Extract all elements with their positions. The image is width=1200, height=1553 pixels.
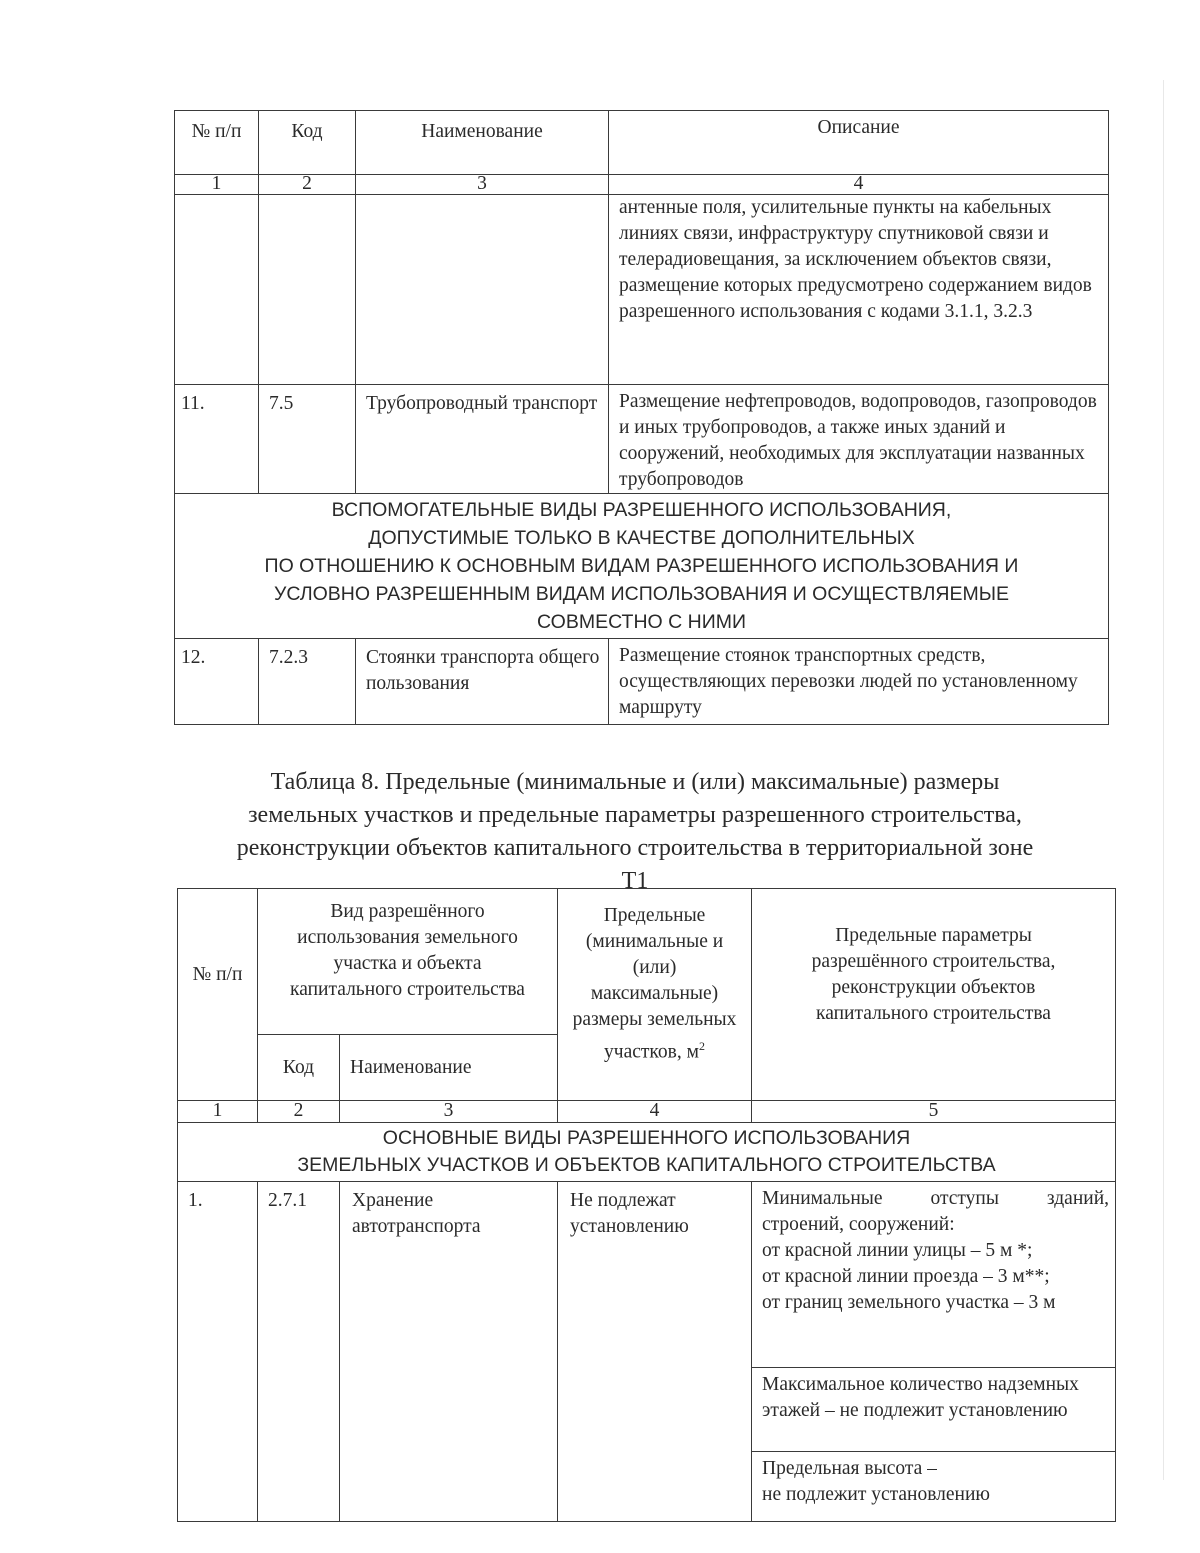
cell-empty bbox=[259, 195, 356, 385]
row-name: Стоянки транспорта общего пользования bbox=[356, 639, 609, 725]
header-code: Код bbox=[258, 1035, 340, 1101]
section-line: СОВМЕСТНО С НИМИ bbox=[537, 611, 746, 633]
table-row-continued bbox=[175, 195, 1109, 385]
colnum-4: 4 bbox=[609, 175, 1109, 195]
section-line: УСЛОВНО РАЗРЕШЕННЫМ ВИДАМ ИСПОЛЬЗОВАНИЯ И ОСУЩЕСТВЛЯЕМЫЕ bbox=[274, 583, 1009, 605]
param-setbacks bbox=[752, 1182, 1116, 1368]
header-plot-size-text: Предельные (минимальные и (или) максимальные) размеры земельных участков, м bbox=[572, 905, 737, 1063]
caption-line: реконструкции объектов капитального строительства в территориальной зоне bbox=[236, 835, 1034, 861]
section-line: ДОПУСТИМЫЕ ТОЛЬКО В КАЧЕСТВЕ ДОПОЛНИТЕЛЬНЫХ bbox=[368, 527, 915, 549]
header-name: Наименование bbox=[340, 1035, 558, 1101]
permitted-uses-table bbox=[174, 110, 1109, 725]
colnum-2: 2 bbox=[258, 1101, 340, 1123]
colnum-1: 1 bbox=[175, 175, 259, 195]
table-row bbox=[175, 385, 1109, 494]
row-num: 1. bbox=[178, 1182, 258, 1522]
row-name: Трубопроводный транспорт bbox=[356, 385, 609, 494]
row-description: Размещение стоянок транспортных средств, осуществляющих перевозки людей по установленному маршруту bbox=[609, 639, 1109, 725]
header-num: № п/п bbox=[175, 111, 259, 175]
cell-empty bbox=[356, 195, 609, 385]
row-code: 7.5 bbox=[259, 385, 356, 494]
table1-colnum-row bbox=[175, 175, 1109, 195]
header-code: Код bbox=[259, 111, 356, 175]
header-name: Наименование bbox=[356, 111, 609, 175]
caption-line: земельных участков и предельные параметры разрешенного строительства, bbox=[248, 802, 1022, 828]
header-plot-size bbox=[558, 889, 752, 1101]
limits-table bbox=[177, 888, 1116, 1522]
param-height bbox=[752, 1452, 1116, 1522]
section-row bbox=[178, 1123, 1116, 1182]
header-params: Предельные параметры разрешённого строительства, реконструкции объектов капитального строительства bbox=[752, 889, 1116, 1101]
colnum-3: 3 bbox=[356, 175, 609, 195]
scan-edge-line bbox=[1163, 80, 1164, 1480]
colnum-2: 2 bbox=[259, 175, 356, 195]
row-num: 11. bbox=[175, 385, 259, 494]
param-line: не подлежит установлению bbox=[762, 1484, 990, 1505]
section-row bbox=[175, 494, 1109, 639]
table2-colnum-row bbox=[178, 1101, 1116, 1123]
row-description: антенные поля, усилительные пункты на кабельных линиях связи, инфраструктуру спутниковой связи и телерадиовещания, за исключением объектов связи, размещение которых предусмотрено содержанием видов разрешенного использования с кодами 3.1.1, 3.2.3 bbox=[609, 195, 1109, 385]
colnum-5: 5 bbox=[752, 1101, 1116, 1123]
row-code: 7.2.3 bbox=[259, 639, 356, 725]
colnum-4: 4 bbox=[558, 1101, 752, 1123]
header-use-group: Вид разрешённого использования земельного участка и объекта капитального строительства bbox=[258, 889, 558, 1035]
colnum-1: 1 bbox=[178, 1101, 258, 1123]
colnum-3: 3 bbox=[340, 1101, 558, 1123]
param-line: от красной линии проезда – 3 м**; bbox=[762, 1266, 1050, 1287]
table2-header-row bbox=[178, 889, 1116, 1035]
row-description: Размещение нефтепроводов, водопроводов, газопроводов и иных трубопроводов, а также иных зданий и сооружений, необходимых для эксплуатации названных трубопроводов bbox=[609, 385, 1109, 494]
row-num: 12. bbox=[175, 639, 259, 725]
section-heading bbox=[178, 1123, 1116, 1182]
row-name: Хранение автотранспорта bbox=[340, 1182, 558, 1522]
param-line: Предельная высота – bbox=[762, 1458, 937, 1479]
table-caption bbox=[170, 766, 1100, 898]
cell-empty bbox=[175, 195, 259, 385]
section-heading bbox=[175, 494, 1109, 639]
row-code: 2.7.1 bbox=[258, 1182, 340, 1522]
section-line: ВСПОМОГАТЕЛЬНЫЕ ВИДЫ РАЗРЕШЕННОГО ИСПОЛЬЗОВАНИЯ, bbox=[331, 499, 952, 521]
caption-line: Т1 bbox=[621, 868, 649, 894]
section-line: ОСНОВНЫЕ ВИДЫ РАЗРЕШЕННОГО ИСПОЛЬЗОВАНИЯ bbox=[382, 1127, 911, 1149]
param-line: Минимальные отступы зданий, строений, сооружений: bbox=[762, 1188, 1110, 1235]
section-line: ЗЕМЕЛЬНЫХ УЧАСТКОВ И ОБЪЕКТОВ КАПИТАЛЬНОГО СТРОИТЕЛЬСТВА bbox=[297, 1154, 996, 1176]
table1-header-row bbox=[175, 111, 1109, 175]
table-row bbox=[178, 1182, 1116, 1368]
header-desc: Описание bbox=[609, 111, 1109, 175]
caption-line: Таблица 8. Предельные (минимальные и (или) максимальные) размеры bbox=[270, 769, 1000, 795]
header-plot-size-sup: 2 bbox=[698, 1039, 705, 1053]
param-floors: Максимальное количество надземных этажей – не подлежит установлению bbox=[752, 1368, 1116, 1452]
table-row bbox=[175, 639, 1109, 725]
section-line: ПО ОТНОШЕНИЮ К ОСНОВНЫМ ВИДАМ РАЗРЕШЕННОГО ИСПОЛЬЗОВАНИЯ И bbox=[264, 555, 1019, 577]
row-plot-size: Не подлежат установлению bbox=[558, 1182, 752, 1522]
header-num: № п/п bbox=[178, 889, 258, 1101]
param-line: от границ земельного участка – 3 м bbox=[762, 1292, 1056, 1313]
param-line: от красной линии улицы – 5 м *; bbox=[762, 1240, 1033, 1261]
